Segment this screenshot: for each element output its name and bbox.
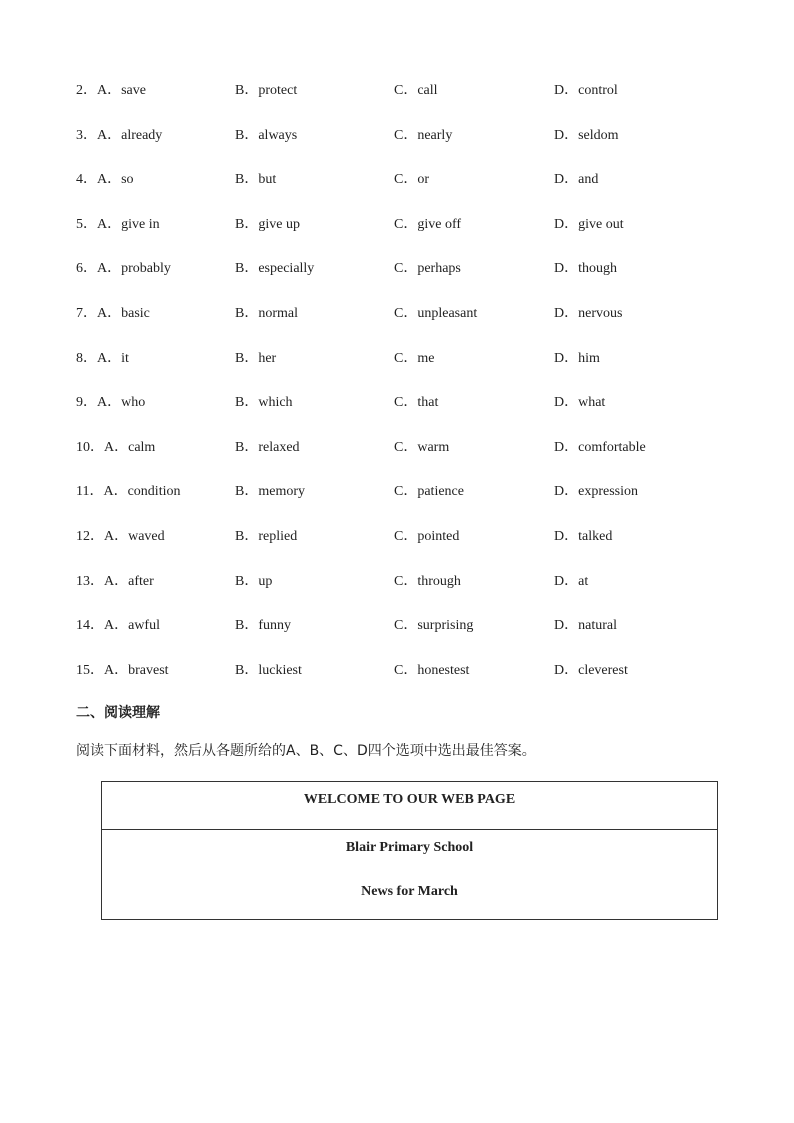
question-number: 11．	[76, 484, 104, 500]
question-number: 5．	[76, 216, 97, 232]
section-instruction: 阅读下面材料，然后从各题所给的A、B、C、D四个选项中选出最佳答案。	[76, 743, 536, 759]
option-a: 4．A．so	[76, 172, 134, 188]
question-row	[76, 571, 736, 616]
option-a: 11．A．condition	[76, 484, 181, 500]
option-c: C．nearly	[394, 127, 453, 143]
question-number: 9．	[76, 395, 97, 411]
option-d: D．give out	[554, 216, 624, 232]
option-b: B．replied	[235, 528, 298, 544]
question-list	[76, 80, 736, 704]
option-b: B．but	[235, 172, 277, 188]
option-d: D．expression	[554, 484, 638, 500]
option-c: C．perhaps	[394, 261, 461, 277]
option-a: 3．A．already	[76, 127, 163, 143]
option-d: D．comfortable	[554, 439, 646, 455]
option-b: B．normal	[235, 305, 298, 321]
question-row	[76, 169, 736, 214]
option-c: C．surprising	[394, 618, 474, 634]
option-c: C．unpleasant	[394, 305, 478, 321]
option-a: 9．A．who	[76, 395, 146, 411]
webpage-box-header: WELCOME TO OUR WEB PAGE	[102, 782, 717, 830]
option-d: D．nervous	[554, 305, 623, 321]
question-row	[76, 660, 736, 705]
option-b: B．up	[235, 573, 273, 589]
option-a: 14．A．awful	[76, 618, 160, 634]
question-number: 3．	[76, 127, 97, 143]
question-row	[76, 526, 736, 571]
option-d: D．and	[554, 172, 599, 188]
question-row	[76, 615, 736, 660]
option-a: 7．A．basic	[76, 305, 150, 321]
option-d: D．cleverest	[554, 662, 628, 678]
option-c: C．call	[394, 83, 438, 98]
option-a: 10．A．calm	[76, 439, 156, 455]
option-c: C．that	[394, 395, 439, 411]
option-c: C．patience	[394, 484, 464, 500]
news-heading: News for March	[361, 884, 458, 899]
question-number: 6．	[76, 261, 97, 277]
school-name: Blair Primary School	[345, 840, 474, 855]
option-c: C．through	[394, 573, 461, 589]
question-row	[76, 214, 736, 259]
option-b: B．luckiest	[235, 662, 302, 678]
option-d: D．him	[554, 350, 600, 366]
option-b: B．her	[235, 350, 277, 366]
option-a: 8．A．it	[76, 350, 129, 366]
question-number: 15．	[76, 662, 104, 678]
option-a: 15．A．bravest	[76, 662, 169, 678]
option-a: 12．A．waved	[76, 528, 165, 544]
question-number: 2．	[76, 83, 97, 98]
question-number: 8．	[76, 350, 97, 366]
option-c: C．pointed	[394, 528, 460, 544]
option-b: B．protect	[235, 83, 298, 98]
option-c: C．honestest	[394, 662, 470, 678]
question-number: 13．	[76, 573, 104, 589]
option-b: B．relaxed	[235, 439, 300, 455]
option-d: D．control	[554, 83, 618, 98]
option-a: 6．A．probably	[76, 261, 171, 277]
option-b: B．especially	[235, 261, 315, 277]
option-d: D．natural	[554, 618, 617, 634]
question-row	[76, 125, 736, 170]
question-row	[76, 348, 736, 393]
question-number: 7．	[76, 305, 97, 321]
section-title: 二、阅读理解	[76, 705, 160, 721]
option-d: D．what	[554, 395, 606, 411]
question-row	[76, 258, 736, 303]
question-number: 4．	[76, 172, 97, 188]
question-row	[76, 437, 736, 482]
option-d: D．at	[554, 573, 589, 589]
option-b: B．always	[235, 127, 298, 143]
question-row	[76, 481, 736, 526]
option-d: D．talked	[554, 528, 613, 544]
option-a: 5．A．give in	[76, 216, 160, 232]
option-a: 2．A．save	[76, 83, 146, 98]
option-b: B．memory	[235, 484, 305, 500]
option-d: D．seldom	[554, 127, 619, 143]
question-row	[76, 80, 736, 125]
question-number: 10．	[76, 439, 104, 455]
option-c: C．give off	[394, 216, 462, 232]
option-a: 13．A．after	[76, 573, 154, 589]
webpage-box	[101, 781, 718, 920]
question-row	[76, 303, 736, 348]
option-d: D．though	[554, 261, 617, 277]
question-row	[76, 392, 736, 437]
option-c: C．or	[394, 172, 429, 188]
option-b: B．which	[235, 395, 293, 411]
option-b: B．give up	[235, 216, 300, 232]
question-number: 12．	[76, 528, 104, 544]
option-b: B．funny	[235, 618, 291, 634]
option-c: C．me	[394, 350, 435, 366]
option-c: C．warm	[394, 439, 450, 455]
question-number: 14．	[76, 618, 104, 634]
